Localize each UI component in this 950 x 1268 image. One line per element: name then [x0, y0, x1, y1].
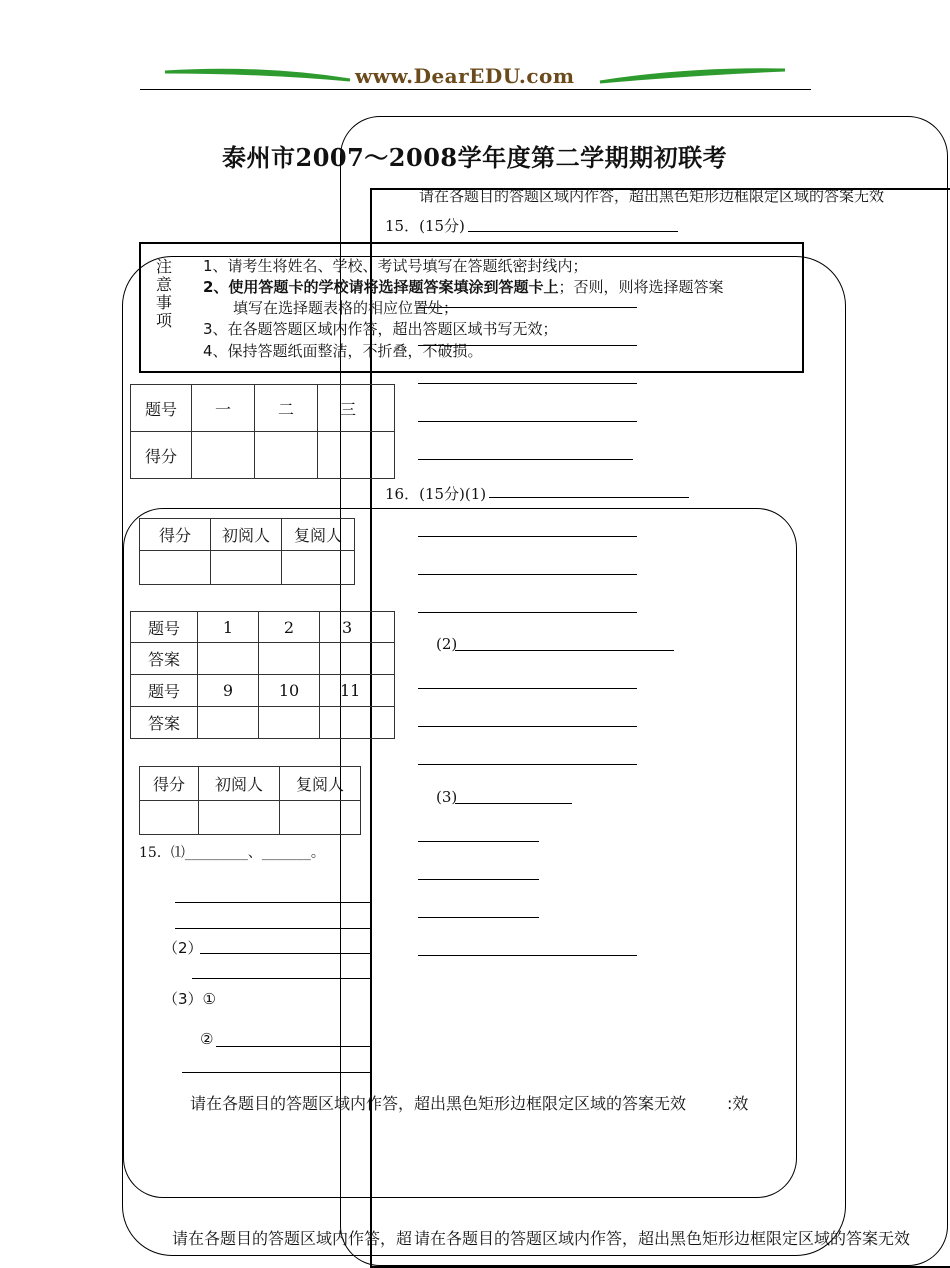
grader-input[interactable]	[140, 801, 199, 835]
answer-input[interactable]	[320, 707, 395, 739]
answer-area-warning-bottom-overlap: 请在各题目的答题区域内作答，超出黑色矩形边框限定区域的答案无效	[414, 1229, 911, 1248]
answer-line[interactable]	[455, 803, 572, 804]
answer-line[interactable]	[216, 1046, 370, 1047]
answer-line[interactable]	[418, 536, 637, 537]
table-cell: 得分	[131, 432, 192, 479]
answer-line[interactable]	[418, 841, 539, 842]
answer-line[interactable]	[175, 902, 370, 903]
table-cell: 得分	[140, 767, 199, 801]
answer-line[interactable]	[418, 307, 637, 308]
table-cell: 10	[259, 675, 320, 707]
answer-input[interactable]	[198, 643, 259, 675]
left-q15-part3: （3）①	[163, 990, 216, 1008]
answer-input[interactable]	[198, 707, 259, 739]
table-cell: 3	[320, 612, 395, 643]
notice-tag: 注 意 事 项	[156, 257, 173, 330]
grader-input[interactable]	[211, 551, 282, 585]
answer-table	[130, 611, 395, 739]
table-cell: 答案	[131, 643, 198, 675]
left-q15-part1: 15．⑴_________、_______。	[139, 845, 325, 861]
answer-area-warning-middle: 请在各题目的答题区域内作答，超出黑色矩形边框限定区域的答案无效	[190, 1094, 687, 1113]
answer-line[interactable]	[418, 612, 637, 613]
answer-area-warning-bottom-left: 请在各题目的答题区域内作答，超	[172, 1229, 413, 1248]
answer-line[interactable]	[489, 497, 689, 498]
grader-input[interactable]	[280, 801, 361, 835]
left-q15-part3b: ②	[200, 1030, 214, 1048]
right-q15-label: 15．(15分)	[385, 217, 465, 235]
answer-line[interactable]	[418, 764, 637, 765]
page-title: 泰州市2007～2008学年度第二学期期初联考	[222, 143, 728, 172]
right-q16-label: 16．(15分)(1)	[385, 485, 487, 503]
score-table	[130, 384, 395, 479]
answer-line[interactable]	[192, 978, 370, 979]
grader-input[interactable]	[282, 551, 355, 585]
table-cell: 1	[198, 612, 259, 643]
score-input[interactable]	[255, 432, 318, 479]
answer-line[interactable]	[418, 574, 637, 575]
answer-line[interactable]	[418, 459, 633, 460]
grader-input[interactable]	[199, 801, 280, 835]
table-cell: 一	[192, 385, 255, 432]
answer-input[interactable]	[259, 707, 320, 739]
answer-line[interactable]	[418, 421, 637, 422]
table-cell: 复阅人	[280, 767, 361, 801]
table-cell: 题号	[131, 612, 198, 643]
answer-line[interactable]	[455, 650, 674, 651]
notice-line-4: 4、保持答题纸面整洁，不折叠，不破损。	[203, 342, 483, 360]
notice-line-1: 1、请考生将姓名、学校、考试号填写在答题纸密封线内；	[203, 257, 588, 275]
score-input[interactable]	[318, 432, 395, 479]
right-q16-part3: (3)	[436, 788, 458, 806]
answer-line[interactable]	[418, 345, 637, 346]
answer-line[interactable]	[175, 928, 370, 929]
answer-line[interactable]	[418, 383, 637, 384]
table-cell: 题号	[131, 675, 198, 707]
header-divider	[140, 89, 811, 90]
answer-area-warning-middle-tail: :效	[727, 1094, 749, 1113]
score-input[interactable]	[192, 432, 255, 479]
answer-line[interactable]	[418, 955, 637, 956]
table-cell: 复阅人	[282, 519, 355, 551]
left-q15-part2: （2）	[163, 939, 203, 957]
grader-table-1	[139, 518, 355, 585]
logo-text: www.DearEDU.com	[355, 64, 575, 88]
grader-table-2	[139, 766, 361, 835]
table-cell: 得分	[140, 519, 211, 551]
notice-line-3: 3、在各题答题区域内作答，超出答题区域书写无效；	[203, 320, 558, 338]
answer-line[interactable]	[418, 688, 637, 689]
answer-line[interactable]	[200, 953, 370, 954]
answer-line[interactable]	[182, 1072, 370, 1073]
right-q16-part2: (2)	[436, 635, 458, 653]
answer-line[interactable]	[468, 231, 678, 232]
table-cell: 三	[318, 385, 395, 432]
notice-line-2b: 填写在选择题表格的相应位置处；	[233, 299, 459, 317]
answer-line[interactable]	[418, 917, 539, 918]
answer-line[interactable]	[418, 726, 637, 727]
grader-input[interactable]	[140, 551, 211, 585]
answer-input[interactable]	[259, 643, 320, 675]
table-cell: 11	[320, 675, 395, 707]
table-cell: 初阅人	[211, 519, 282, 551]
answer-input[interactable]	[320, 643, 395, 675]
answer-area-warning-top: 请在各题目的答题区域内作答，超出黑色矩形边框限定区域的答案无效	[419, 187, 885, 205]
table-cell: 二	[255, 385, 318, 432]
table-cell: 初阅人	[199, 767, 280, 801]
notice-line-2: 2、使用答题卡的学校请将选择题答案填涂到答题卡上；否则，则将选择题答案	[203, 278, 724, 296]
table-cell: 题号	[131, 385, 192, 432]
table-cell: 答案	[131, 707, 198, 739]
answer-line[interactable]	[418, 879, 539, 880]
table-cell: 2	[259, 612, 320, 643]
table-cell: 9	[198, 675, 259, 707]
